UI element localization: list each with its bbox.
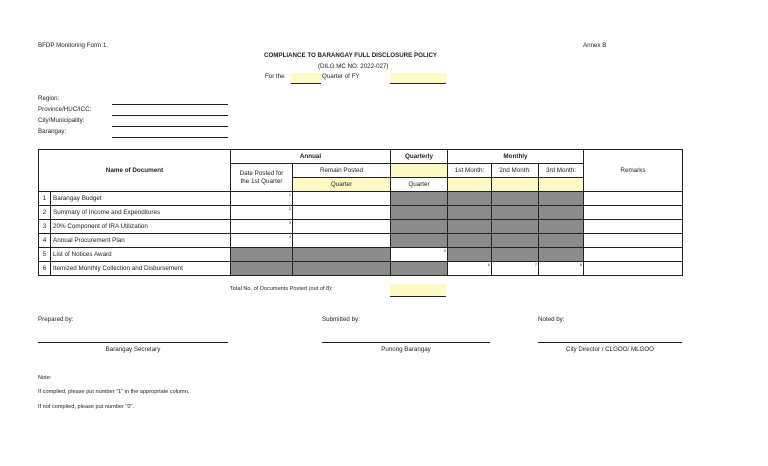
remain-posted-cell[interactable] [293, 220, 391, 234]
month2-cell [492, 206, 539, 220]
table-row [39, 192, 683, 206]
barangay-label: Barangay: [38, 128, 67, 135]
footnote-mark: 6 [487, 262, 490, 267]
date-posted-cell[interactable] [231, 206, 293, 220]
date-posted-cell[interactable] [231, 192, 293, 206]
remarks-cell[interactable] [584, 234, 683, 248]
province-field[interactable] [112, 115, 228, 116]
remarks-cell[interactable] [584, 220, 683, 234]
name-of-document-header: Name of Document [39, 150, 231, 192]
row-number: 3 [39, 220, 51, 234]
date-posted-header [231, 164, 293, 192]
quarterly-cell [391, 234, 448, 248]
prepared-by-label: Prepared by: [38, 316, 74, 323]
remain-posted-cell[interactable] [293, 234, 391, 248]
remarks-cell[interactable] [584, 206, 683, 220]
city-label: City/Municipality: [38, 117, 85, 124]
month2-input[interactable] [492, 178, 539, 192]
month1-cell [448, 248, 492, 262]
remain-posted-cell[interactable] [293, 206, 391, 220]
noted-by-label: Noted by: [538, 316, 565, 323]
quarterly-cell [391, 192, 448, 206]
region-label: Region: [38, 95, 60, 102]
footnote-mark: 8 [579, 262, 582, 267]
month1-cell [448, 234, 492, 248]
quarterly-cell [391, 206, 448, 220]
remain-posted-cell [293, 248, 391, 262]
month3-cell [539, 234, 584, 248]
row-number: 5 [39, 248, 51, 262]
month1-cell [448, 220, 492, 234]
remarks-cell[interactable] [584, 248, 683, 262]
noted-role: City Director / CLGOO/ MLGOO [565, 346, 654, 353]
region-field[interactable] [112, 104, 228, 105]
submitted-signature-line[interactable] [322, 342, 490, 343]
remain-posted-header: Remain Posted [293, 164, 391, 178]
row-number: 1 [39, 192, 51, 206]
month2-cell [492, 220, 539, 234]
date-posted-cell [231, 248, 293, 262]
footnote-mark: 5 [443, 248, 446, 253]
remain-posted-cell [293, 262, 391, 276]
footnote-mark: 3 [288, 220, 291, 225]
remarks-cell[interactable] [584, 192, 683, 206]
date-posted-line1: Date Posted for [239, 169, 284, 177]
month3-cell [539, 192, 584, 206]
month2-cell [492, 248, 539, 262]
document-name: Barangay Budget [51, 192, 231, 206]
date-posted-cell[interactable] [231, 220, 293, 234]
quarterly-header: Quarterly [391, 150, 448, 164]
fiscal-year-underline [390, 83, 446, 84]
table-row [39, 248, 683, 262]
month3-header: 3rd Month: [539, 164, 584, 178]
quarter-underline [291, 83, 321, 84]
month2-cell [492, 192, 539, 206]
footnote-mark: 7 [534, 262, 537, 267]
annual-header: Annual [231, 150, 391, 164]
prepared-role: Barangay Secretary [105, 346, 161, 353]
total-underline [390, 296, 446, 297]
month3-cell [539, 248, 584, 262]
footnote-mark: 1 [288, 192, 291, 197]
month3-cell [539, 206, 584, 220]
quarter-of-fy-label: Quarter of FY [322, 73, 360, 80]
note-line1: If complied, please put number "1" in the appropriate column. [38, 389, 190, 395]
submitted-role: Punong Barangay [381, 346, 431, 353]
month2-cell[interactable] [492, 262, 539, 276]
remarks-header: Remarks [584, 150, 683, 192]
note-label: Note: [38, 375, 52, 381]
document-name: Annual Procurement Plan [51, 234, 231, 248]
month3-cell[interactable] [539, 262, 584, 276]
month2-cell [492, 234, 539, 248]
month3-input[interactable] [539, 178, 584, 192]
remain-posted-cell[interactable] [293, 192, 391, 206]
footnote-mark: 2 [288, 206, 291, 211]
row-number: 4 [39, 234, 51, 248]
note-line2: If not complied, please put number "0". [38, 404, 135, 410]
document-name: Itemized Monthly Collection and Disbursement [51, 262, 231, 276]
table-row [39, 234, 683, 248]
date-posted-cell[interactable] [231, 234, 293, 248]
noted-signature-line[interactable] [538, 342, 682, 343]
month1-cell[interactable] [448, 262, 492, 276]
annex-label: Annex B [583, 42, 607, 49]
monthly-header: Monthly [448, 150, 584, 164]
submitted-by-label: Submitted by: [322, 316, 360, 323]
table-row [39, 220, 683, 234]
date-posted-cell [231, 262, 293, 276]
document-name: Summary of Income and Expenditures [51, 206, 231, 220]
month1-cell [448, 206, 492, 220]
total-input[interactable] [390, 284, 446, 296]
month3-cell [539, 220, 584, 234]
remarks-cell[interactable] [584, 262, 683, 276]
row-number: 6 [39, 262, 51, 276]
month2-header: 2nd Month: [492, 164, 539, 178]
total-label: Total No. of Documents Posted (out of 8): [230, 286, 333, 292]
month1-cell [448, 192, 492, 206]
document-name: List of Notices Award [51, 248, 231, 262]
prepared-signature-line[interactable] [38, 342, 228, 343]
quarter-input[interactable] [291, 73, 321, 83]
province-label: Province/HUC/ICC: [38, 106, 92, 113]
barangay-field[interactable] [112, 137, 228, 138]
form-name: BFDP Monitoring Form 1. [38, 42, 109, 49]
city-field[interactable] [112, 126, 228, 127]
quarterly-cell[interactable] [391, 248, 448, 262]
row-number: 2 [39, 206, 51, 220]
quarterly-sub-header: Quarter [391, 178, 448, 192]
page-subtitle: (DILG MC NO. 2022-027) [318, 63, 389, 70]
table-row [39, 262, 683, 276]
page-title: COMPLIANCE TO BARANGAY FULL DISCLOSURE POLICY [264, 52, 438, 59]
table-row [39, 206, 683, 220]
quarterly-blank-cell[interactable] [391, 164, 448, 178]
date-posted-line2: the 1st Quarter [240, 177, 283, 185]
remain-quarter-header: Quarter [293, 178, 391, 192]
document-name: 20% Component of IRA Utilization [51, 220, 231, 234]
compliance-table [38, 149, 683, 276]
footnote-mark: 4 [288, 234, 291, 239]
quarterly-cell [391, 262, 448, 276]
quarterly-cell [391, 220, 448, 234]
for-the-label: For the [265, 73, 285, 80]
month1-header: 1st Month: [448, 164, 492, 178]
month1-input[interactable] [448, 178, 492, 192]
fiscal-year-input[interactable] [390, 73, 446, 83]
